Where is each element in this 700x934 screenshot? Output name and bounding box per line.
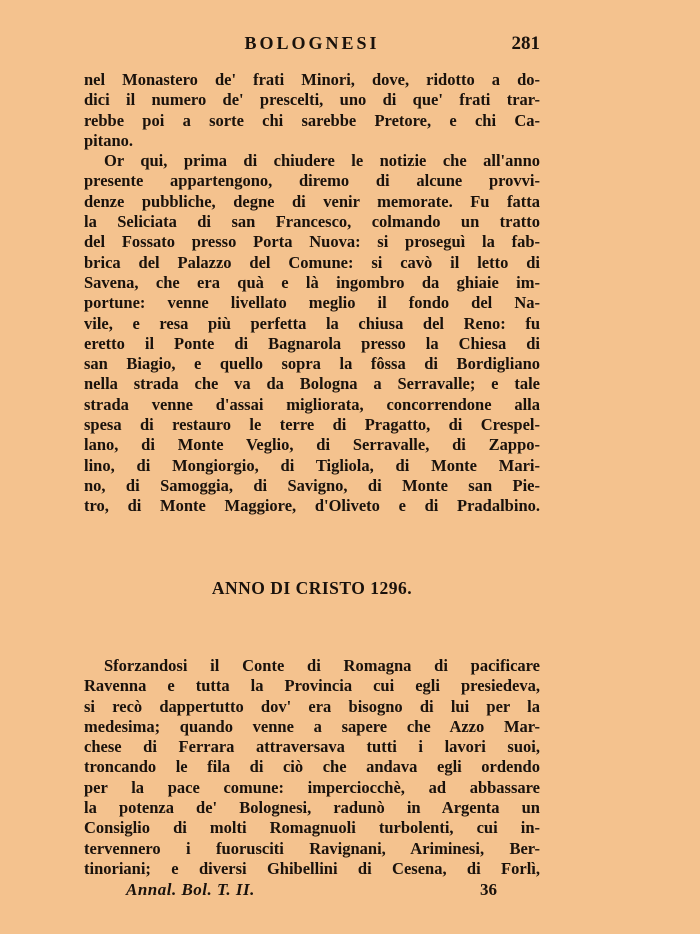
text-line: brica del Palazzo del Comune: si cavò il letto di <box>84 252 540 272</box>
text-line: tervennero i fuorusciti Ravignani, Ariminesi, Ber- <box>84 838 540 858</box>
text-line: per la pace comune: imperciocchè, ad abbassare <box>84 777 540 797</box>
text-line: Ravenna e tutta la Provincia cui egli presiedeva, <box>84 676 540 696</box>
text-line: nella strada che va da Bologna a Serravalle; e tale <box>84 374 540 394</box>
text-line: san Biagio, e quello sopra la fôssa di Bordigliano <box>84 354 540 374</box>
page-footer <box>84 880 540 902</box>
text-line: lano, di Monte Veglio, di Serravalle, di Zappo- <box>84 435 540 455</box>
text-line: pitano. <box>84 130 134 150</box>
text-line: presente appartengono, diremo di alcune provvi- <box>84 171 540 191</box>
text-line: rebbe poi a sorte chi sarebbe Pretore, e chi Ca- <box>84 110 540 130</box>
body-text-top <box>84 70 540 517</box>
text-line: tro, di Monte Maggiore, d'Oliveto e di Pradalbino. <box>84 496 540 516</box>
text-line: chese di Ferrara attraversava tutti i lavori suoi, <box>84 737 540 757</box>
text-line: strada venne d'assai migliorata, concorrendone alla <box>84 394 540 414</box>
text-line: no, di Samoggia, di Savigno, di Monte san Pie- <box>84 475 540 495</box>
text-line: nel Monastero de' frati Minori, dove, ridotto a do- <box>84 70 540 89</box>
section-heading: ANNO DI CRISTO 1296. <box>211 578 413 598</box>
running-title: BOLOGNESI <box>244 33 380 53</box>
text-line: spesa di restauro le terre di Pragatto, di Crespel- <box>84 415 540 435</box>
text-line: la Seliciata di san Francesco, colmando un tratto <box>84 212 540 232</box>
text-line: medesima; quando venne a sapere che Azzo Mar- <box>84 716 540 736</box>
text-line: la potenza de' Bolognesi, radunò in Argenta un <box>84 798 540 818</box>
text-line: Sforzandosi il Conte di Romagna di pacificare <box>104 656 540 675</box>
sheet-number: 36 <box>480 880 497 899</box>
text-line: denze pubbliche, degne di venir memorate. Fu fatta <box>84 191 540 211</box>
text-line: Savena, che era quà e là ingombro da ghiaie im- <box>84 272 540 292</box>
text-line: portune: venne livellato meglio il fondo del Na- <box>84 293 540 313</box>
text-line: lino, di Mongiorgio, di Tigliola, di Monte Mari- <box>84 455 540 475</box>
text-line: eretto il Ponte di Bagnarola presso la Chiesa di <box>84 333 540 353</box>
text-line: si recò dappertutto dov' era bisogno di lui per la <box>84 696 540 716</box>
body-text-bottom <box>84 656 540 879</box>
text-line: troncando le fila di ciò che andava egli ordendo <box>84 757 540 777</box>
running-head <box>84 33 540 57</box>
page-number: 281 <box>511 33 540 54</box>
text-line: tinoriani; e diversi Ghibellini di Cesena, di Forlì, <box>84 858 540 878</box>
text-line: Or qui, prima di chiudere le notizie che all'anno <box>104 151 540 171</box>
text-line: dici il numero de' prescelti, uno di que' frati trar- <box>84 90 540 110</box>
text-line: del Fossato presso Porta Nuova: si proseguì la fab- <box>84 232 540 252</box>
text-line: vile, e resa più perfetta la chiusa del Reno: fu <box>84 313 540 333</box>
signature-mark: Annal. Bol. T. II. <box>126 880 255 899</box>
text-line: Consiglio di molti Romagnuoli turbolenti, cui in- <box>84 818 540 838</box>
